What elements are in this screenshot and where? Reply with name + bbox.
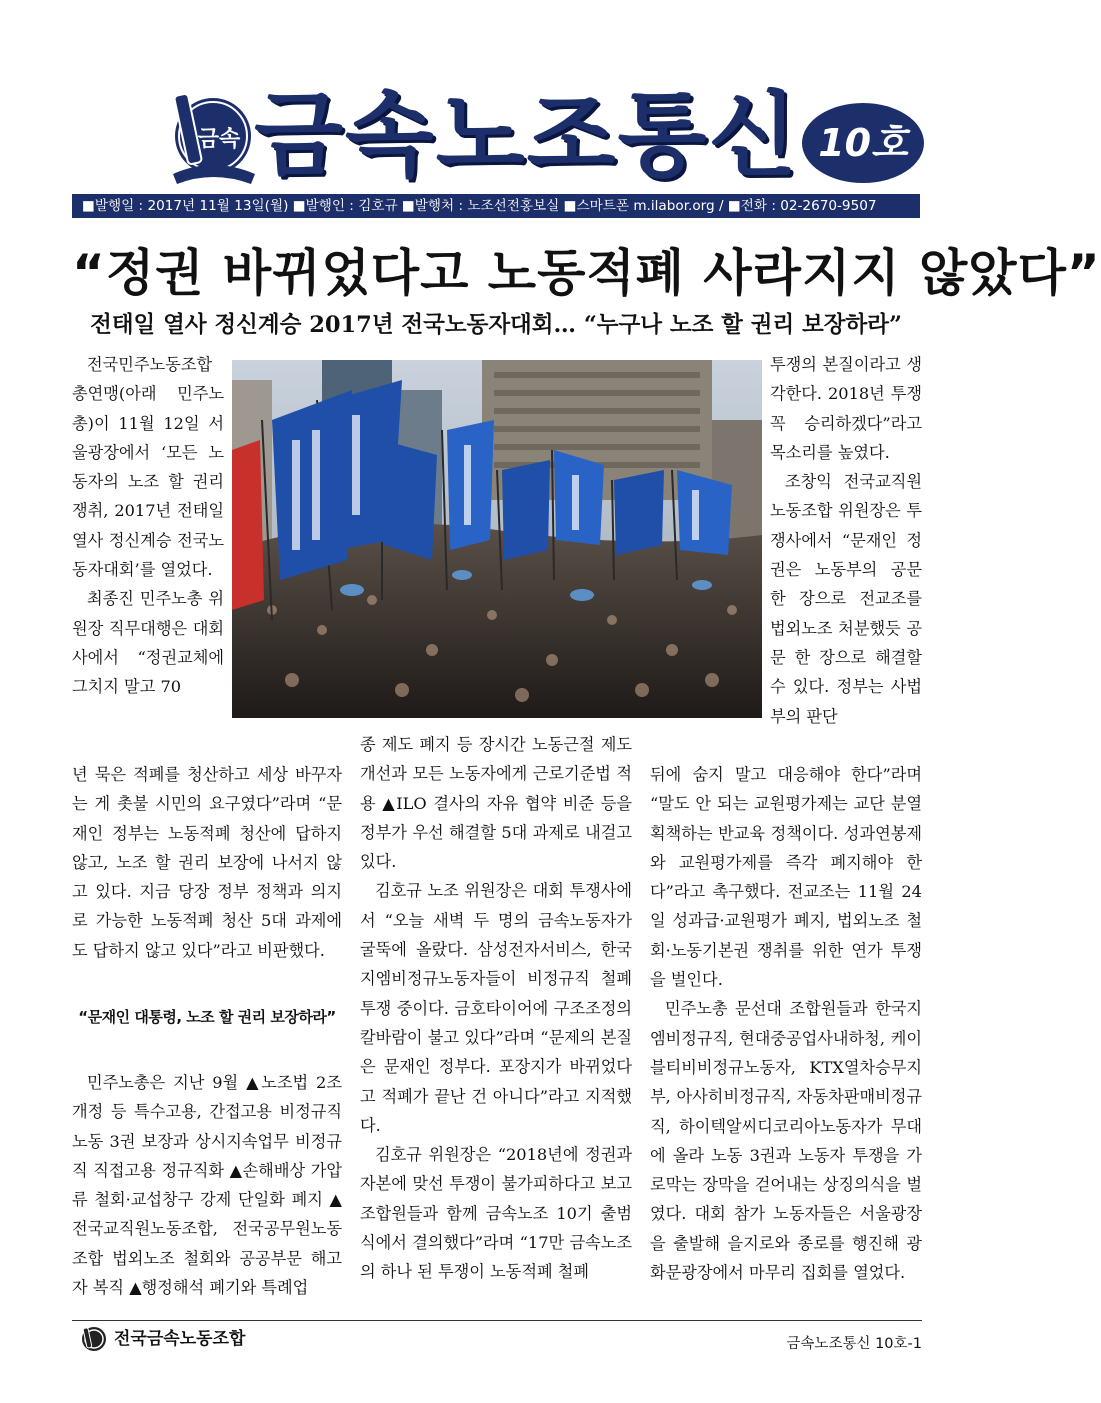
footer-page-number: 금속노조통신 10호-1 <box>786 1336 922 1352</box>
paragraph: 김호규 위원장은 “2018년에 정권과 자본에 맞선 투쟁이 불가피하다고 보고 조합원들과 함께 금속노조 10기 출범식에서 결의했다”라며 “17만 금속노조의 하나 된 투쟁이 노동적폐 철폐 <box>360 1145 632 1282</box>
paragraph: 뒤에 숨지 말고 대응해야 한다”라며 “말도 안 되는 교원평가제는 교단 분열 획책하는 반교육 정책이다. 성과연봉제와 교원평가제를 즉각 폐지해야 한다”라고 촉구했다. 전교조는 11월 24일 성과급·교원평가 폐지, 법외노조 철회·노동기본권 쟁취를 위한 연가 투쟁을 벌인다. <box>650 765 922 990</box>
union-logo <box>163 86 263 190</box>
paragraph: 최종진 민주노총 위원장 직무대행은 대회사에서 “정권교체에 그치지 말고 70 <box>72 589 224 697</box>
article-column-1-bottom <box>72 760 342 965</box>
issue-badge: 10호 <box>802 103 924 183</box>
logo-text: 금속 <box>197 127 241 152</box>
footer-divider <box>72 1320 922 1321</box>
article-column-1-top <box>72 350 224 702</box>
article-column-3-bottom <box>650 760 922 1287</box>
publication-info-bar: ■발행일 : 2017년 11월 13일(월) ■발행인 : 김호규 ■발행처 : 노조선전홍보실 ■스마트폰 m.ilabor.org / ■전화 : 02-2670-9507 <box>72 194 920 218</box>
paragraph: 투쟁의 본질이라고 생각한다. 2018년 투쟁 꼭 승리하겠다”라고 목소리를 높였다. <box>770 355 922 462</box>
paragraph: 민주노총은 지난 9월 ▲노조법 2조 개정 등 특수고용, 간접고용 비정규직 노동 3권 보장과 상시지속업무 비정규직 직접고용 정규직화 ▲손해배상 가압류 철회·교섭창구 강제 단일화 폐지 ▲전국교직원노동조합, 전국공무원노동조합 법외노조 철회와 공공부문 해고자 복직 ▲행정해석 폐기와 특례업 <box>72 1073 342 1298</box>
paragraph: 년 묵은 적폐를 청산하고 세상 바꾸자는 게 촛불 시민의 요구였다”라며 “문재인 정부는 노동적폐 청산에 답하지 않고, 노조 할 권리 보장에 나서지 않고 있다. 지금 당장 정부 정책과 의지로 가능한 노동적폐 청산 5대 과제에도 답하지 않고 있다”라고 비판했다. <box>72 765 342 960</box>
article-column-2 <box>360 730 632 1287</box>
rally-photo <box>232 360 762 718</box>
subheadline: 전태일 열사 정신계승 2017년 전국노동자대회… “누구나 노조 할 권리 보장하라” <box>90 312 902 338</box>
paragraph: 김호규 노조 위원장은 대회 투쟁사에서 “오늘 새벽 두 명의 금속노동자가 굴뚝에 올랐다. 삼성전자서비스, 한국지엠비정규노동자들이 비정규직 철폐 투쟁 중이다. 금호타이어에 구조조정의 칼바람이 불고 있다”라며 “문제의 본질은 문재인 정부다. 포장지가 바뀌었다고 적폐가 끝난 건 아니다”라고 지적했다. <box>360 881 632 1135</box>
headline: “정권 바뀌었다고 노동적폐 사라지지 않았다” <box>72 244 1101 302</box>
paragraph: 전국민주노동조합총연맹(아래 민주노총)이 11월 12일 서울광장에서 ‘모든 노동자의 노조 할 권리 쟁취, 2017년 전태일 열사 정신계승 전국노동자대회’를 열었다. <box>72 355 224 580</box>
paragraph: 종 제도 폐지 등 장시간 노동근절 제도 개선과 모든 노동자에게 근로기준법 적용 ▲ILO 결사의 자유 협약 비준 등을 정부가 우선 해결할 5대 과제로 내걸고 있다. <box>360 735 632 872</box>
newsletter-title: 금속노조통신 <box>254 82 800 189</box>
article-column-1-section <box>72 1068 342 1302</box>
paragraph: 민주노총 문선대 조합원들과 한국지엠비정규직, 현대중공업사내하청, 케이블티비비정규노동자, KTX열차승무지부, 아사히비정규직, 자동차판매비정규직, 하이텍알씨디코리아노동자가 무대에 올라 노동 3권과 노동자 투쟁을 가로막는 장막을 걷어내는 상징의식을 벌였다. 대회 참가 노동자들은 서울광장을 출발해 을지로와 종로를 행진해 광화문광장에서 마무리 집회를 열었다. <box>650 999 922 1283</box>
footer-logo-icon <box>78 1325 110 1353</box>
article-column-3-top <box>770 350 922 731</box>
section-subhead: “문재인 대통령, 노조 할 권리 보장하라” <box>78 1008 336 1026</box>
paragraph: 조창익 전국교직원노동조합 위원장은 투쟁사에서 “문재인 정권은 노동부의 공문 한 장으로 전교조를 법외노조 처분했듯 공문 한 장으로 해결할 수 있다. 정부는 사법부의 판단 <box>770 472 922 726</box>
footer-organization: 전국금속노동조합 <box>114 1329 246 1349</box>
